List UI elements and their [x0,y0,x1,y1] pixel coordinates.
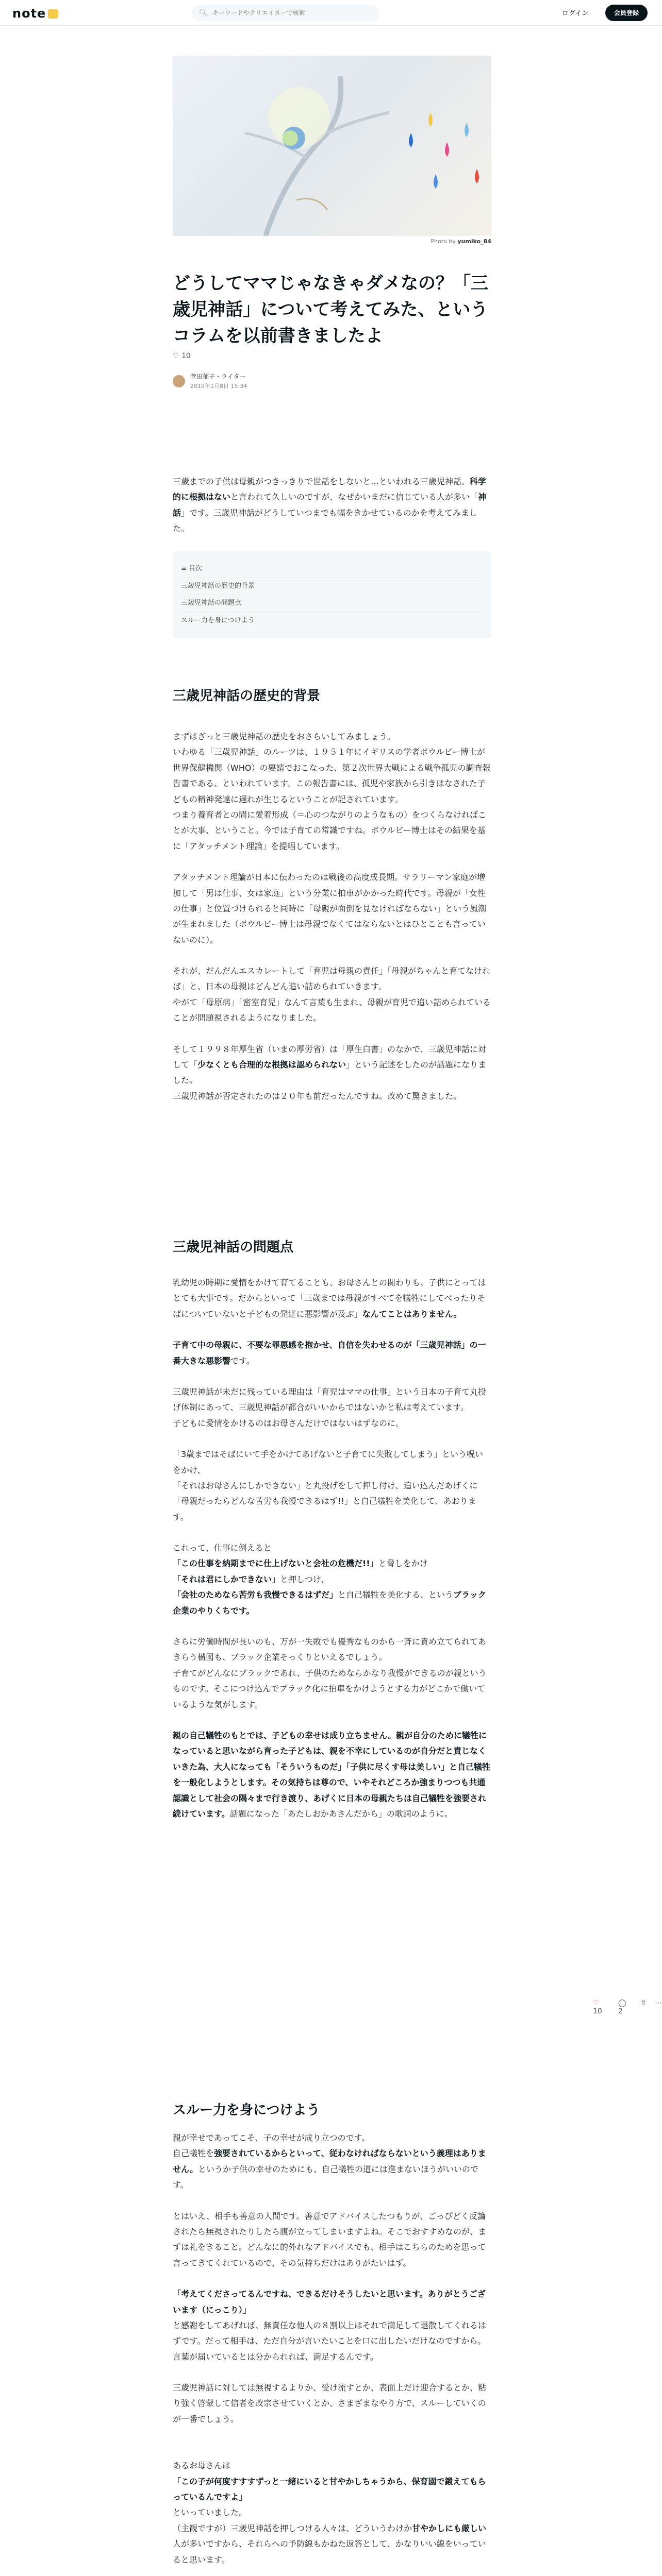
hero-illustration [173,56,491,236]
logo-face-icon [48,9,58,19]
section-heading-history: 三歳児神話の歴史的背景 [173,688,321,704]
credit-prefix: Photo by [431,238,456,245]
section-history-body: まずはざっと三歳児神話の歴史をおさらいしてみましょう。 いわゆる「三歳児神話」のルーツは、１９５１年にイギリスの学者ボウルビー博士が世界保健機関（WHO）の要請でおこなった、第２次世界大戦による戦争孤児の調査報告書である、といわれています。この報告書には、孤児や家族から引きはなされた子どもの精神発達に遅れが生じるということが記されています。 つまり養育者との間に愛着形成（＝心のつながりのようなもの）をつくらなければことが大事、ということ。今では子育ての常識ですね。ボウルビー博士はその結果を基に「アタッチメント理論」を提唱しています。 アタッチメント理論が日本に伝わったのは戦後の高度成長期。サラリーマン家庭が増加して「男は仕事、女は家庭」という分業に拍車がかかった時代です。母親が「女性の仕事」と位置づけられると同時に「母親が面倒を見なければならない」という風潮が生まれました（ボウルビー博士は母親でなくてはならないとはひとことも言っていないのに）。 それが、だんだんエスカレートして「育児は母親の責任」「母親がちゃんと育てなければ」と、日本の母親はどんどん追い詰められていきます。 やがて「母原病」「密室育児」なんて言葉も生まれ、母親が育児で追い詰められていることが問題視されるようになりました。 そして１９９８年厚生省（いまの厚労省）は「厚生白書」のなかで、三歳児神話に対して「少なくとも合理的な根拠は認められない」という記述をしたのが話題になりました。 三歳児神話が否定されたのは２０年も前だったんですね。改めて驚きました。 [173,732,491,1101]
side-comment-button[interactable]: ◯ 2 [618,1999,626,2015]
intro-paragraph: 三歳までの子供は母親がつきっきりで世話をしないと…といわれる三歳児神話。科学的に根拠はないと言われて久しいのですが、なぜかいまだに信じている人が多い「神話」です。三歳児神話がどうしていつまでも幅をきかせているのかを考えてみました。 [173,477,487,534]
more-icon[interactable]: ⋯ [655,1999,662,2007]
heart-icon: ♡ [593,1999,600,2007]
article-title: どうしてママじゃなきゃダメなの？「三歳児神話」について考えてみた、というコラムを以前書きましたよ [173,273,488,346]
section-heading-through: スルー力を身につけよう [173,2103,320,2118]
section-through-body: 親が幸せであってこそ、子の幸せが成り立つのです。 自己犠牲を強要されているからといって、従わなければならないという義理はありません。というか子供の幸せのためにも、自己犠牲の道には進まないほうがいいのです。 とはいえ、相手も善意の人間です。善意でアドバイスしたつもりが、ごっぴどく反論されたら無視されたりしたら腹が立ってしまいますよね。そこでおすすめなのが、まずは礼をきること。どんなに的外れなアドバイスでも、相手はこちらのためを思って言ってきてくれているので、その気持ちだけはありがたいはず。 「考えてくださってるんですね、できるだけそうしたいと思います。ありがとうございます（にっこり）」 と感謝をしてあげれば、無責任な他人の８割以上はそれで満足して退散してくれるはずです。だって相手は、ただ自分が言いたいことを口に出したいだけなのですから。言葉が届いているとは分かられれば、満足するんです。 三歳児神話に対しては無視するよりか、受け流すとか、表面上だけ迎合するとか、粘り強く啓蒙して信者を改宗させていくとか、さまざまなやり方で、スルーしていくのが一番でしょう。 あるお母さんは 「この子が何度すすすずっと一緒にいると甘やかしちゃうから、保育園で鍛えてもらっているんですよ」 といっていました。 （主観ですが）三歳児神話を押しつける人々は、どういうわけか甘やかしにも厳しい人が多いですから、それらへの予防線もかねた返答として、かなりいい線をいっていると思います。 [173,2133,487,2565]
share-icon[interactable]: ⇧ [640,1999,647,2007]
toc-item[interactable]: 三歳児神話の問題点 [181,595,483,613]
publish-date: 2019年1月8日 15:34 [190,383,247,389]
site-header [0,0,662,26]
side-like-button[interactable]: ♡ 10 [593,1999,602,2015]
top-like-count[interactable] [173,352,191,360]
search-bar[interactable] [192,5,379,21]
photo-credit [173,238,491,245]
like-count: 10 [181,352,191,360]
search-icon: 🔍︎ [199,9,208,17]
heart-outline-icon: ♡ [173,352,179,360]
author-name[interactable]: 菅田郁子・ライター [190,373,246,380]
section-heading-problems: 三歳児神話の問題点 [173,1240,294,1255]
credit-name[interactable]: yumiko_84 [457,238,491,245]
logo-text: note [12,6,46,21]
note-logo[interactable] [12,6,58,21]
avatar[interactable] [173,375,185,387]
toc-item[interactable]: スルー力を身につけよう [181,616,255,624]
search-input[interactable] [212,9,367,16]
hero-image [173,56,491,236]
section-problems-body: 乳幼児の時期に愛情をかけて育てることも、お母さんとの関わりも、子供にとってはとても大事です。だからといって「三歳までは母親がすべてを犠牲にしてべったりそばについていないと子どもの発達に悪影響が及ぶ」なんてことはありません。 子育て中の母親に、不要な罪悪感を抱かせ、自信を失わせるのが「三歳児神話」の一番大きな悪影響です。 三歳児神話が未だに残っている理由は「育児はママの仕事」という日本の子育て丸投げ体制にあって、三歳児神話が都合がいいからではないかと私は考えています。 子どもに愛情をかけるのはお母さんだけではないはずなのに。 「3歳まではそばにいて手をかけてあげないと子育てに失敗してしまう」という呪いをかけ、 「それはお母さんにしかできない」と丸投げをして押し付け、追い込んだあげくに 「母親だったらどんな苦労も我慢できるはず!!」と自己犠牲を美化して、あおります。 これって、仕事に例えると 「この仕事を納期までに仕上げないと会社の危機だ!!」と脅しをかけ 「それは君にしかできない」と押しつけ、 「会社のためなら苦労も我慢できるはずだ」と自己犠牲を美化する、というブラック企業のやりくちです。 さらに労働時間が長いのも、万が一失敗でも優秀なものから一斉に責め立てられてあきらう構図も、ブラック企業そっくりといえるでしょう。 子育てがどんなにブラックであれ、子供のためならかなり我慢ができるのが親というものです。そこにつけ込んでブラック化に拍車をかけようとする力がどこかで働いているような気がします。 親の自己犠牲のもとでは、子どもの幸せは成り立ちません。親が自分のために犠牲になっていると思いながら育った子どもは、親を不幸にしているのが自分だと責じなくいきた為、大人になっても「そういうものだ」「子供に尽くす母は美しい」と自己犠牲を一般化しようとします。その気持ちは尊ので、いやそれどころか強まりつつも共通認識として社会の隅々まで行き渡り、あげくに日本の母親たちは自己犠牲を強要され続けています。話題になった「あたしおかあさんだから」の歌詞のように。 [173,1278,491,1819]
floating-actions [593,1999,662,2015]
table-of-contents [173,551,491,638]
comment-icon: ◯ [618,1999,626,2007]
toc-item[interactable]: 三歳児神話の歴史的背景 [181,578,483,596]
list-icon: ≡ [181,565,187,572]
login-link[interactable]: ログイン [562,10,589,18]
author-header[interactable] [173,372,247,390]
toc-title[interactable]: ≡ 目次 [181,561,483,578]
signup-button[interactable]: 会員登録 [605,5,648,21]
